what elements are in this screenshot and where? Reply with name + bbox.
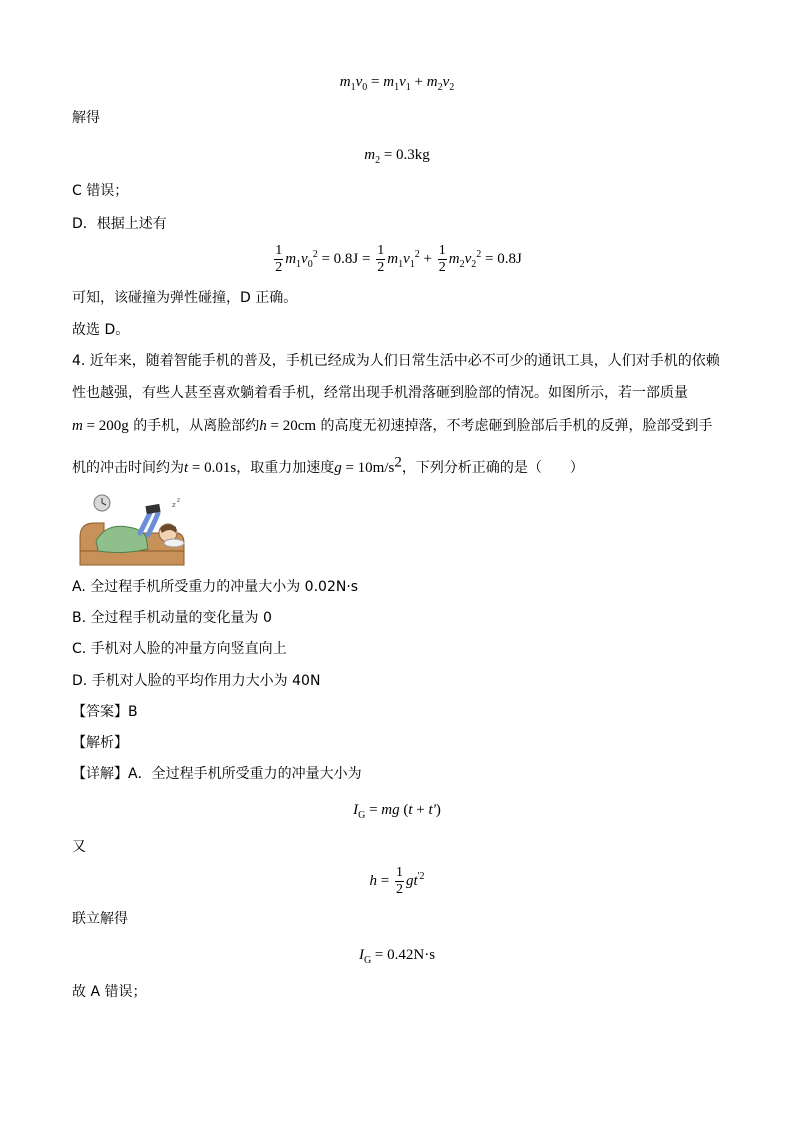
option-a: A. 全过程手机所受重力的冲量大小为 0.02N·s — [72, 579, 359, 595]
option-b: B. 全过程手机动量的变化量为 0 — [72, 610, 272, 626]
detail-a-text: 【详解】A．全过程手机所受重力的冲量大小为 — [72, 766, 362, 782]
fraction-half: $\frac{1}{2}$ — [275, 243, 283, 276]
also-text: 又 — [72, 839, 86, 855]
free-fall-equation: h = $\frac{1}{2}$ $gt^{'2}$ — [369, 865, 425, 898]
solve-label: 解得 — [72, 110, 100, 126]
answer-label: 【答案】B — [72, 704, 138, 720]
impulse-result-equation: $I_G = 0.42N\cdot s$ — [358, 947, 436, 966]
fraction-half: $\frac{1}{2}$ — [377, 243, 385, 276]
option-d: D. 手机对人脸的平均作用力大小为 40N — [72, 673, 321, 689]
c-wrong-text: C 错误； — [72, 183, 129, 199]
energy-equation: $\frac{1}{2}$ $m_1v_0^2 = 0.8J$ = $\frac{1}{2}$ $m_1v_1^2$ + $\frac{1}{2}$ $m_2v_2^2 = 0.8J$ — [275, 243, 522, 276]
mass-result-equation: $m_2 = 0.3kg$ — [364, 147, 430, 166]
elastic-conclusion: 可知，该碰撞为弹性碰撞，D 正确。 — [72, 290, 298, 306]
d-basis-text: D．根据上述有 — [72, 216, 167, 232]
fraction-half: $\frac{1}{2}$ — [395, 865, 403, 898]
svg-text:z: z — [177, 497, 181, 504]
gravity-impulse-equation: $I_G$ = mg (t + t') — [353, 802, 441, 821]
choose-d-text: 故选 D。 — [72, 322, 130, 338]
question-4-line-2: 性也越强，有些人甚至喜欢躺着看手机，经常出现手机滑落砸到脸部的情况。如图所示，若一部质量 — [72, 385, 688, 401]
option-c: C. 手机对人脸的冲量方向竖直向上 — [72, 641, 287, 657]
fraction-half: $\frac{1}{2}$ — [438, 243, 446, 276]
analysis-label: 【解析】 — [72, 735, 128, 751]
person-lying-with-phone-illustration — [76, 493, 188, 567]
question-4-line-4: 机的冲击时间约为t = 0.01s，取重力加速度$g = 10m/s^2$，下列分析正确的是（ ） — [72, 454, 584, 476]
momentum-equation: $m_1v_0 = m_1v_1 + m_2v_2$ — [339, 74, 455, 93]
question-4-line-3: m = 200g 的手机，从离脸部约h = 20cm 的高度无初速掉落，不考虑砸到脸部后手机的反弹，脸部受到手 — [72, 418, 713, 434]
combine-solve-text: 联立解得 — [72, 911, 128, 927]
question-4-line-1: 4. 近年来，随着智能手机的普及，手机已经成为人们日常生活中必不可少的通讯工具，人们对手机的依赖 — [72, 353, 720, 369]
a-wrong-text: 故 A 错误； — [72, 984, 147, 1000]
svg-text:z: z — [172, 501, 176, 509]
